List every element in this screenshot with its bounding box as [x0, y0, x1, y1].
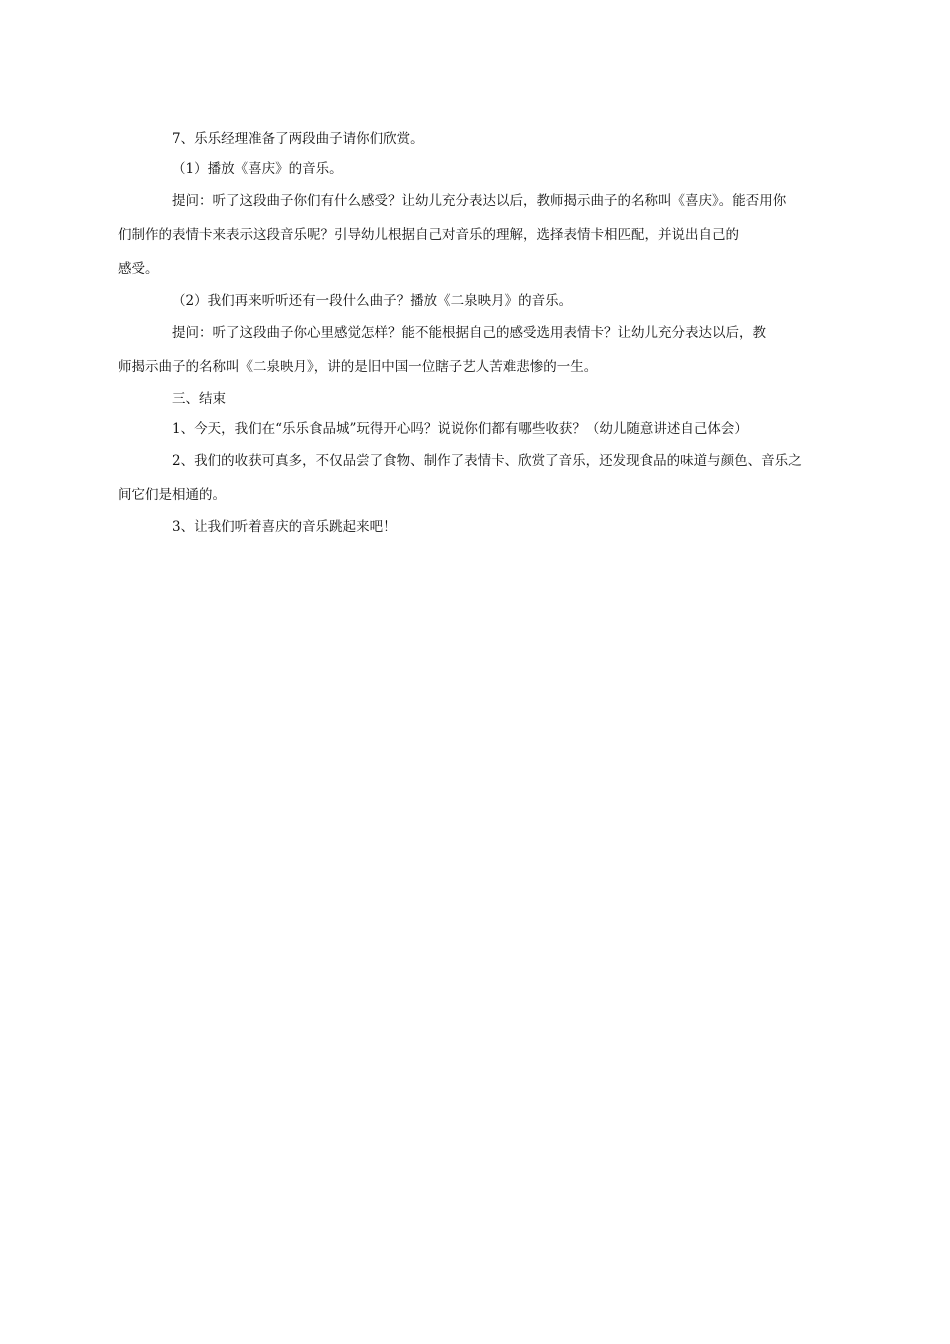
- text-line: 感受。: [118, 261, 159, 277]
- section-heading-ending: [145, 384, 807, 414]
- text-line: 间它们是相通的。: [118, 487, 226, 503]
- text-line: 3、让我们听着喜庆的音乐跳起来吧！: [172, 519, 397, 535]
- text-line: （1）播放《喜庆》的音乐。: [172, 161, 343, 177]
- paragraph-ending-3: [145, 512, 807, 542]
- document-body: [118, 124, 807, 542]
- paragraph-intro-music: [145, 124, 807, 154]
- text-line: 们制作的表情卡来表示这段音乐呢？引导幼儿根据自己对音乐的理解，选择表情卡相匹配，并说出自己的: [118, 227, 739, 243]
- paragraph-question-xiqing: [118, 184, 807, 286]
- text-line: 提问：听了这段曲子你们有什么感受？让幼儿充分表达以后，教师揭示曲子的名称叫《喜庆》。能否用你: [172, 193, 787, 209]
- text-line: 7、乐乐经理准备了两段曲子请你们欣赏。: [172, 131, 424, 147]
- text-line: （2）我们再来听听还有一段什么曲子？播放《二泉映月》的音乐。: [172, 293, 573, 309]
- text-line: 1、今天，我们在“乐乐食品城”玩得开心吗？说说你们都有哪些收获？（幼儿随意讲述自己体会）: [172, 421, 748, 437]
- text-line: 2、我们的收获可真多，不仅品尝了食物、制作了表情卡、欣赏了音乐，还发现食品的味道与颜色、音乐之: [172, 453, 802, 469]
- paragraph-ending-1: [145, 414, 807, 444]
- text-line: 提问：听了这段曲子你心里感觉怎样？能不能根据自己的感受选用表情卡？让幼儿充分表达以后，教: [172, 325, 766, 341]
- paragraph-question-erquan: [118, 316, 807, 384]
- text-line: 师揭示曲子的名称叫《二泉映月》，讲的是旧中国一位瞎子艺人苦难悲惨的一生。: [118, 359, 598, 375]
- paragraph-play-erquan: [145, 286, 807, 316]
- paragraph-ending-2: [118, 444, 807, 512]
- paragraph-play-xiqing: [145, 154, 807, 184]
- text-line: 三、结束: [172, 391, 226, 407]
